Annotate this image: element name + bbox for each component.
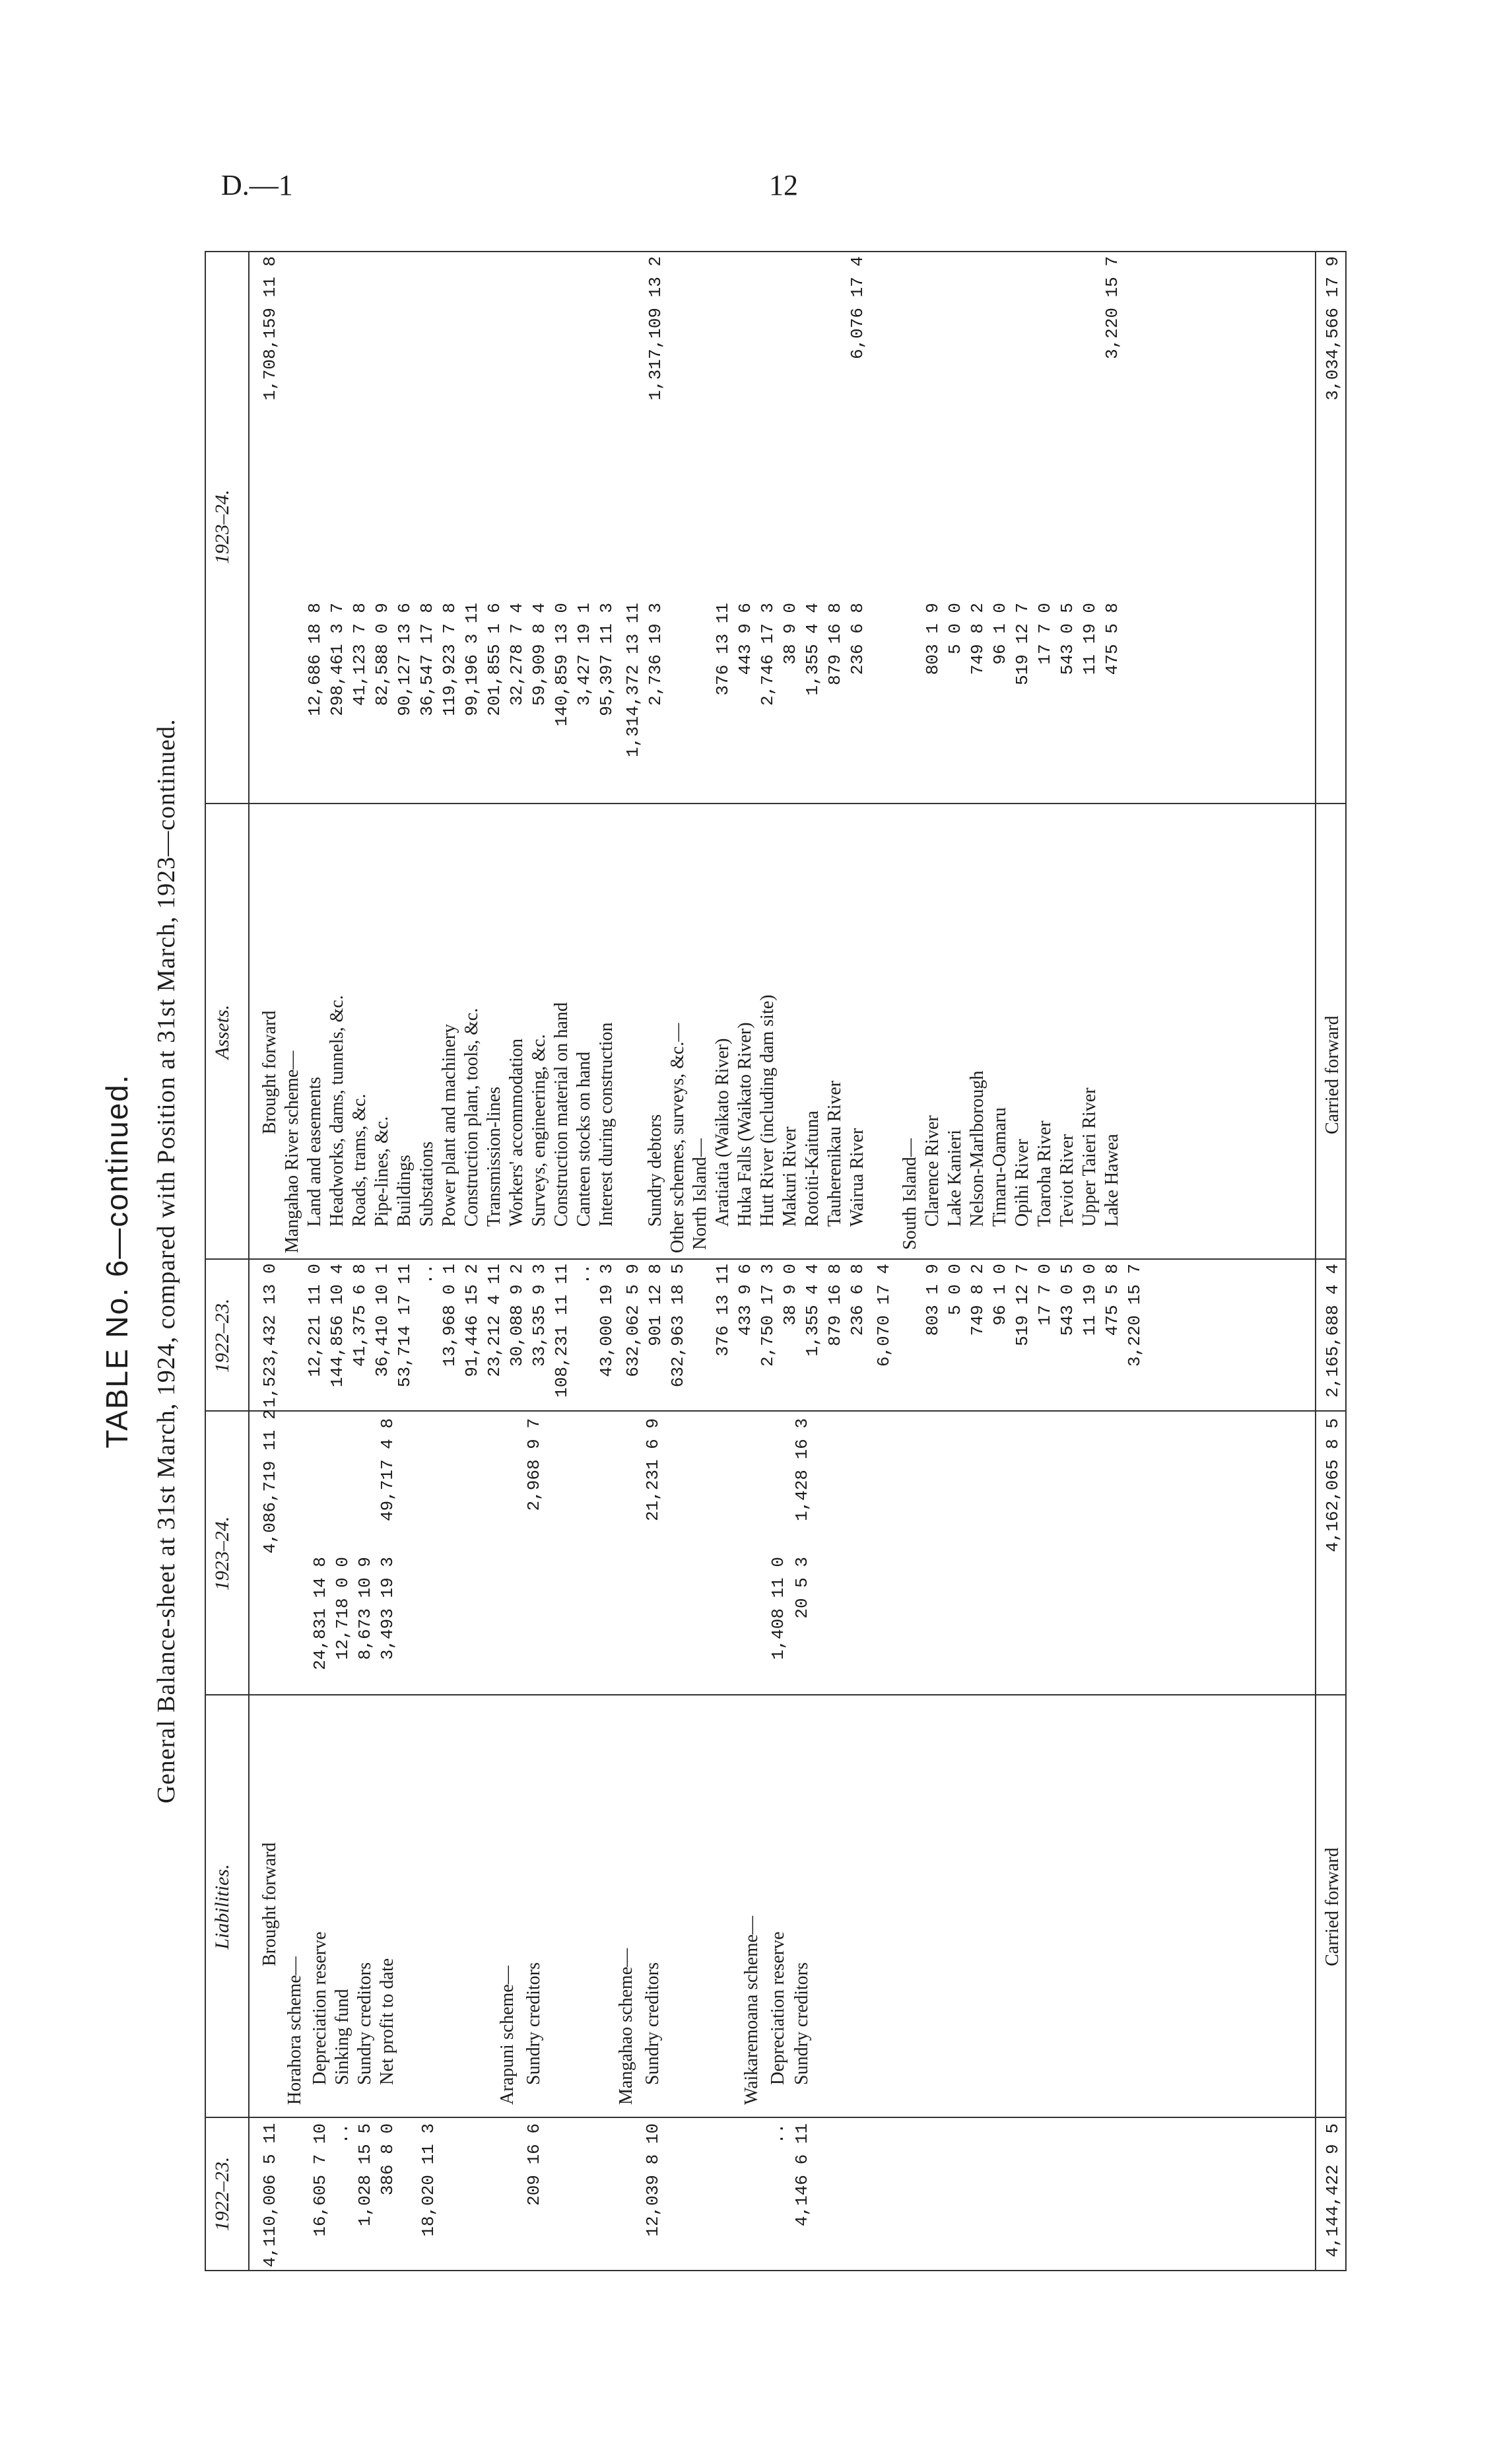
liab-detail-amount: 3,493 19 3	[378, 1557, 397, 1660]
asset-prev-amount: 376 13 11	[713, 1264, 733, 1357]
asset-label: Makuri River	[780, 1126, 800, 1227]
asset-detail-amount: 12,686 18 8	[305, 603, 325, 716]
asset-label: Lake Kanieri	[945, 1130, 965, 1227]
asset-detail-amount: 1,314,372 13 11	[623, 603, 643, 758]
asset-label: Power plant and machinery	[439, 1023, 459, 1227]
liab-label: Sundry creditors	[523, 1962, 544, 2085]
asset-detail-amount: 96 1 0	[990, 603, 1010, 665]
asset-prev-amount: 749 8 2	[968, 1264, 987, 1336]
asset-prev-amount: 23,212 4 11	[485, 1264, 504, 1377]
liab-label: Waikaremoana scheme—	[741, 1915, 762, 2105]
asset-label: Construction plant, tools, &c.	[461, 1008, 482, 1227]
asset-detail-amount: 17 7 0	[1035, 603, 1055, 665]
asset-label: Surveys, engineering, &c.	[529, 1034, 549, 1227]
asset-prev-amount: ..	[574, 1264, 594, 1285]
asset-prev-amount: 30,088 9 2	[507, 1264, 527, 1367]
asset-label: Wairua River	[847, 1128, 867, 1227]
asset-label: North Island—	[690, 1138, 710, 1250]
asset-label: Carried forward	[1322, 1015, 1343, 1134]
asset-label: Sundry debtors	[645, 1114, 665, 1227]
liab-label: Sundry creditors	[642, 1962, 663, 2085]
liab-total-amount: 4,086,719 11 2	[260, 1409, 280, 1554]
asset-label: Opihi River	[1012, 1139, 1032, 1227]
asset-label: Teviot River	[1057, 1134, 1077, 1227]
page-number: 12	[769, 169, 798, 201]
col-assets-prev: 1922–23.	[211, 1298, 233, 1373]
asset-label: Transmission-lines	[484, 1086, 504, 1227]
total-rule	[1315, 252, 1316, 2270]
asset-detail-amount: 2,746 17 3	[758, 603, 778, 706]
liab-detail-amount: 8,673 10 9	[355, 1557, 375, 1660]
liab-prev-amount: ..	[333, 2123, 352, 2144]
asset-prev-amount: 433 9 6	[735, 1264, 755, 1336]
asset-label: Interest during construction	[596, 1022, 617, 1227]
liab-total-amount: 49,717 4 8	[378, 1418, 397, 1522]
asset-prev-amount: 236 6 8	[848, 1264, 867, 1336]
asset-total-amount: 1,317,109 13 2	[646, 256, 665, 401]
asset-detail-amount: 3,427 19 1	[574, 603, 594, 706]
liab-detail-amount: 1,408 11 0	[768, 1557, 788, 1660]
liab-label: Sundry creditors	[791, 1962, 812, 2085]
asset-detail-amount: 475 5 8	[1102, 603, 1122, 675]
asset-label: Tauherenikau River	[824, 1080, 845, 1227]
asset-label: Land and easements	[304, 1076, 325, 1227]
asset-detail-amount: 201,855 1 6	[485, 603, 504, 716]
asset-total-amount: 1,708,159 11 8	[260, 256, 280, 401]
asset-detail-amount: 140,859 13 0	[552, 603, 572, 727]
asset-label: Substations	[417, 1141, 437, 1227]
asset-detail-amount: 749 8 2	[968, 603, 987, 675]
asset-prev-amount: 53,714 17 11	[395, 1264, 415, 1388]
asset-prev-amount: ..	[417, 1264, 437, 1285]
asset-detail-amount: 803 1 9	[923, 603, 943, 675]
asset-detail-amount: 95,397 11 3	[597, 603, 617, 716]
asset-label: Construction material on hand	[551, 1002, 572, 1227]
asset-detail-amount: 879 16 8	[825, 603, 845, 685]
asset-prev-amount: 2,165,688 4 4	[1323, 1264, 1343, 1398]
asset-detail-amount: 90,127 13 6	[395, 603, 415, 716]
liab-label: Brought forward	[259, 1842, 280, 1966]
asset-prev-amount: 108,231 11 11	[552, 1264, 572, 1398]
liab-label: Sinking fund	[332, 1989, 352, 2085]
asset-prev-amount: 6,070 17 4	[874, 1264, 894, 1367]
liab-prev-amount: 386 8 0	[378, 2123, 397, 2196]
asset-detail-amount: 2,736 19 3	[646, 603, 665, 706]
liab-label: Arapuni scheme—	[497, 1966, 518, 2105]
asset-label: Roads, trams, &c.	[349, 1093, 370, 1227]
asset-label: Headworks, dams, tunnels, &c.	[327, 995, 347, 1227]
asset-prev-amount: 17 7 0	[1035, 1264, 1055, 1326]
asset-prev-amount: 1,355 4 4	[803, 1264, 822, 1357]
asset-label: Toaroha River	[1034, 1120, 1055, 1227]
asset-label: Brought forward	[259, 1010, 280, 1134]
asset-detail-amount: 41,123 7 8	[350, 603, 370, 706]
col-liab-prev: 1922–23.	[211, 2156, 233, 2232]
liab-prev-amount: ..	[768, 2123, 788, 2144]
asset-label: Mangahao River scheme—	[282, 1050, 302, 1253]
asset-prev-amount: 11 19 0	[1080, 1264, 1100, 1336]
liab-label: Depreciation reserve	[310, 1931, 330, 2085]
liab-prev-amount: 16,605 7 10	[310, 2123, 330, 2237]
asset-label: Upper Taieri River	[1079, 1087, 1100, 1227]
col-liabilities: Liabilities.	[211, 1864, 233, 1950]
asset-prev-amount: 96 1 0	[990, 1264, 1010, 1326]
asset-label: Workers' accommodation	[506, 1038, 527, 1227]
asset-label: Timaru-Oamaru	[989, 1107, 1010, 1227]
asset-label: Rotoiti-Kaituna	[802, 1111, 822, 1227]
asset-detail-amount: 32,278 7 4	[507, 603, 527, 706]
col-assets: Assets.	[211, 1004, 233, 1060]
asset-detail-amount: 99,196 3 11	[462, 603, 482, 716]
asset-label: South Island—	[900, 1138, 920, 1250]
asset-detail-amount: 5 0 0	[945, 603, 965, 655]
liab-label: Net profit to date	[377, 1958, 397, 2085]
asset-prev-amount: 632,963 18 5	[668, 1264, 688, 1388]
asset-prev-amount: 543 0 5	[1057, 1264, 1077, 1336]
liab-prev-amount: 4,144,422 9 5	[1323, 2123, 1343, 2257]
liab-prev-amount: 4,110,006 5 11	[260, 2123, 280, 2267]
asset-prev-amount: 2,750 17 3	[758, 1264, 778, 1367]
asset-prev-amount: 803 1 9	[923, 1264, 943, 1336]
col-liab-curr: 1923–24.	[211, 1516, 233, 1591]
liab-prev-amount: 12,039 8 10	[643, 2123, 663, 2237]
liab-total-amount: 4,162,065 8 5	[1323, 1418, 1343, 1552]
asset-prev-amount: 33,535 9 3	[529, 1264, 549, 1367]
asset-prev-amount: 36,410 10 1	[372, 1264, 392, 1377]
asset-label: Other schemes, surveys, &c.—	[667, 1023, 688, 1253]
asset-label: Canteen stocks on hand	[574, 1051, 594, 1227]
asset-label: Aratiatia (Waikato River)	[712, 1038, 733, 1227]
liab-detail-amount: 12,718 0 0	[333, 1557, 352, 1660]
asset-total-amount: 3,220 15 7	[1102, 256, 1122, 360]
liab-label: Horahora scheme—	[284, 1956, 305, 2105]
asset-detail-amount: 82,588 0 9	[372, 603, 392, 706]
col-assets-curr: 1923–24.	[211, 489, 233, 565]
asset-prev-amount: 38 9 0	[780, 1264, 800, 1326]
asset-total-amount: 6,076 17 4	[848, 256, 867, 360]
asset-detail-amount: 543 0 5	[1057, 603, 1077, 675]
asset-prev-amount: 12,221 11 0	[305, 1264, 325, 1377]
asset-prev-amount: 901 12 8	[646, 1264, 665, 1346]
asset-prev-amount: 632,062 5 9	[623, 1264, 643, 1377]
liab-label: Carried forward	[1322, 1847, 1343, 1966]
balance-table	[205, 251, 1347, 2271]
asset-prev-amount: 43,000 19 3	[597, 1264, 617, 1377]
asset-detail-amount: 11 19 0	[1080, 603, 1100, 675]
asset-prev-amount: 41,375 6 8	[350, 1264, 370, 1367]
asset-label: Buildings	[394, 1155, 415, 1227]
asset-detail-amount: 376 13 11	[713, 603, 733, 696]
document-reference: D.—1	[221, 169, 293, 201]
liab-label: Depreciation reserve	[768, 1931, 788, 2085]
asset-label: Pipe-lines, &c.	[372, 1116, 392, 1227]
asset-detail-amount: 119,923 7 8	[440, 603, 459, 716]
liab-detail-amount: 20 5 3	[792, 1557, 812, 1619]
asset-prev-amount: 5 0 0	[945, 1264, 965, 1316]
liab-total-amount: 21,231 6 9	[643, 1418, 663, 1522]
liab-label: Sundry creditors	[354, 1962, 375, 2085]
asset-prev-amount: 879 16 8	[825, 1264, 845, 1346]
asset-prev-amount: 144,856 10 4	[327, 1264, 347, 1388]
liab-detail-amount: 24,831 14 8	[310, 1557, 330, 1670]
asset-label: Lake Hawea	[1102, 1134, 1122, 1227]
liab-label: Mangahao scheme—	[616, 1948, 636, 2105]
asset-detail-amount: 519 12 7	[1013, 603, 1032, 685]
liab-prev-amount: 1,028 15 5	[355, 2123, 375, 2227]
table-title: TABLE No. 6—continued.	[100, 1074, 134, 1449]
asset-detail-amount: 236 6 8	[848, 603, 867, 675]
liab-total-amount: 2,968 9 7	[524, 1418, 544, 1511]
liab-prev-amount: 18,020 11 3	[418, 2123, 438, 2237]
liab-prev-amount: 209 16 6	[524, 2123, 544, 2206]
table-subtitle: General Balance-sheet at 31st March, 1924, compared with Position at 31st March, 1923—continued.	[152, 718, 180, 1804]
asset-detail-amount: 59,909 8 4	[529, 603, 549, 706]
asset-detail-amount: 1,355 4 4	[803, 603, 822, 696]
asset-prev-amount: 519 12 7	[1013, 1264, 1032, 1346]
asset-prev-amount: 91,446 15 2	[462, 1264, 482, 1377]
asset-prev-amount: 475 5 8	[1102, 1264, 1122, 1336]
liab-total-amount: 1,428 16 3	[792, 1418, 812, 1522]
asset-label: Huka Falls (Waikato River)	[735, 1022, 755, 1227]
asset-prev-amount: 13,968 0 1	[440, 1264, 459, 1367]
asset-prev-amount: 3,220 15 7	[1125, 1264, 1145, 1367]
asset-label: Hutt River (including dam site)	[757, 994, 778, 1227]
asset-detail-amount: 38 9 0	[780, 603, 800, 665]
asset-detail-amount: 36,547 17 8	[417, 603, 437, 716]
asset-label: Nelson-Marlborough	[967, 1070, 987, 1227]
liab-prev-amount: 4,146 6 11	[792, 2123, 812, 2227]
asset-detail-amount: 298,461 3 7	[327, 603, 347, 716]
balance-sheet	[99, 251, 1353, 2271]
asset-detail-amount: 443 9 6	[735, 603, 755, 675]
asset-label: Clarence River	[922, 1115, 943, 1227]
asset-total-amount: 3,034,566 17 9	[1323, 256, 1343, 401]
asset-prev-amount: 1,523,432 13 0	[260, 1263, 280, 1408]
